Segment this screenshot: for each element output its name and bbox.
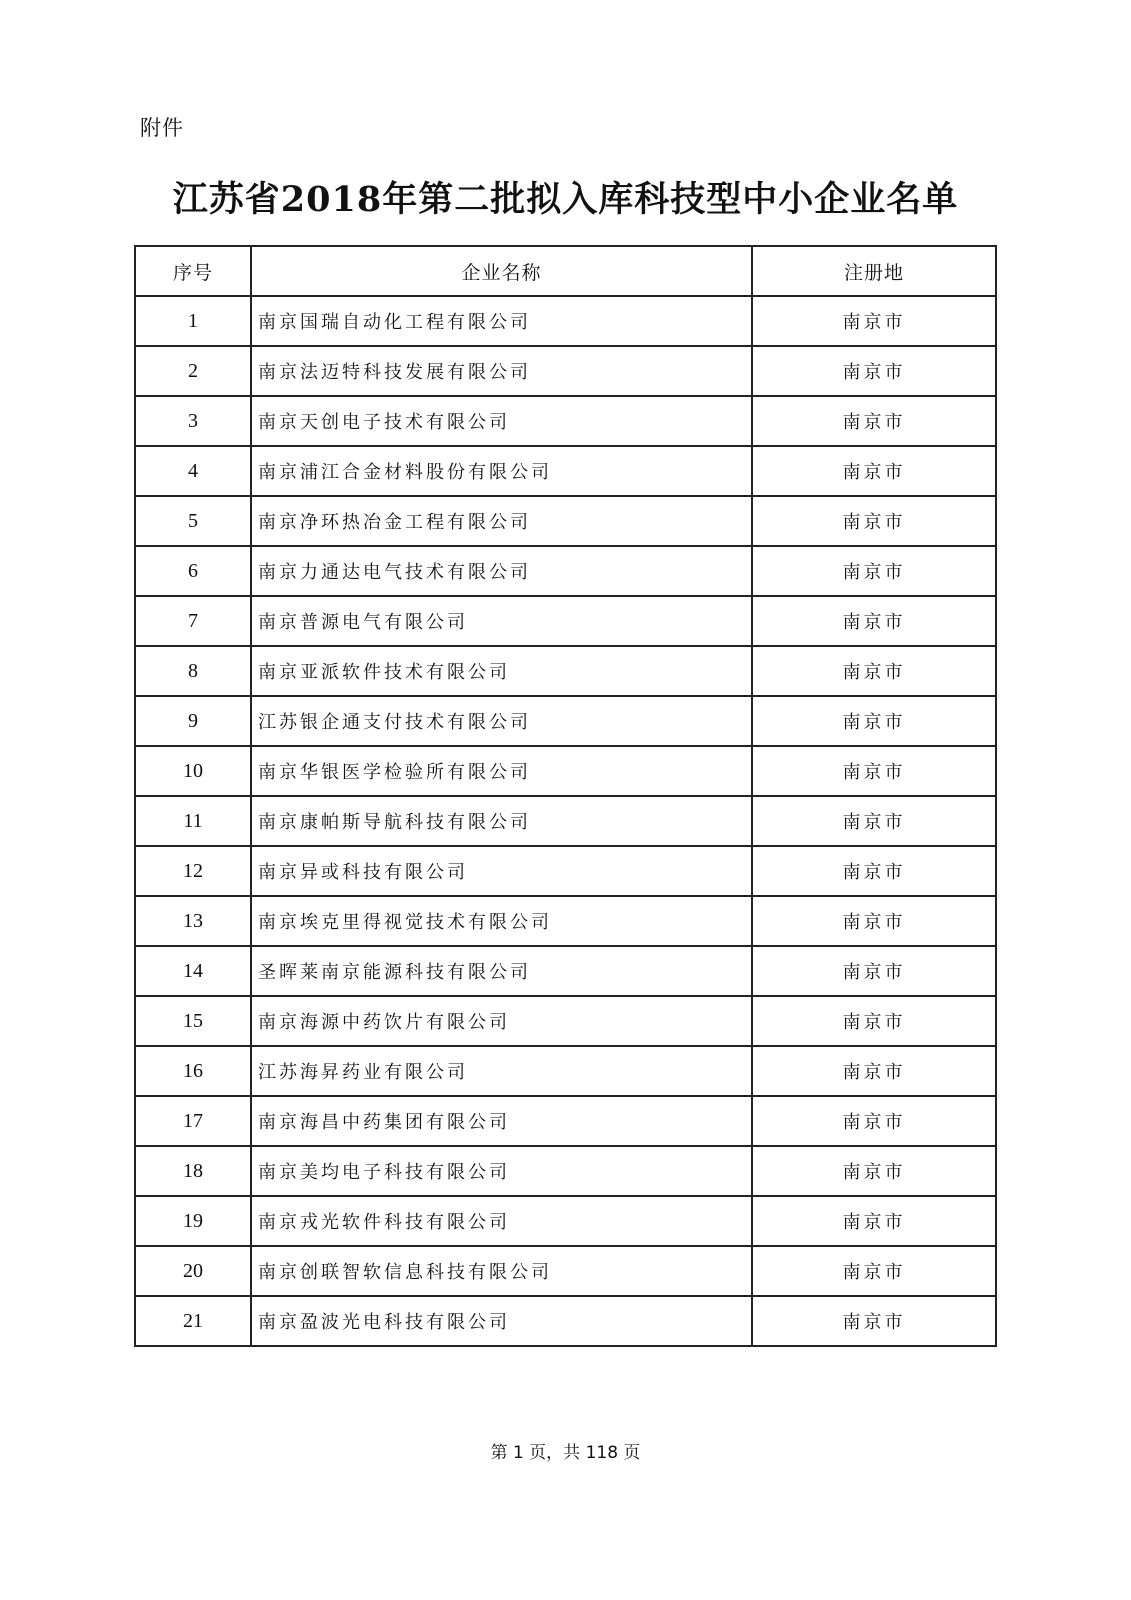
registered-place: 南京市 (752, 1146, 996, 1196)
table-row (135, 1296, 996, 1346)
table-row (135, 496, 996, 546)
registered-place: 南京市 (752, 596, 996, 646)
company-name: 南京创联智软信息科技有限公司 (251, 1246, 752, 1296)
company-name: 南京国瑞自动化工程有限公司 (251, 296, 752, 346)
company-name: 江苏海昇药业有限公司 (251, 1046, 752, 1096)
company-name: 南京法迈特科技发展有限公司 (251, 346, 752, 396)
row-index: 2 (135, 346, 251, 396)
registered-place: 南京市 (752, 646, 996, 696)
row-index: 12 (135, 846, 251, 896)
row-index: 4 (135, 446, 251, 496)
registered-place: 南京市 (752, 846, 996, 896)
table-row (135, 996, 996, 1046)
table-row (135, 296, 996, 346)
company-name: 南京天创电子技术有限公司 (251, 396, 752, 446)
header-registered-place: 注册地 (752, 246, 996, 296)
table-row (135, 1046, 996, 1096)
registered-place: 南京市 (752, 1096, 996, 1146)
company-name: 江苏银企通支付技术有限公司 (251, 696, 752, 746)
table-row (135, 746, 996, 796)
row-index: 11 (135, 796, 251, 846)
row-index: 20 (135, 1246, 251, 1296)
table-row (135, 646, 996, 696)
header-company-name: 企业名称 (251, 246, 752, 296)
registered-place: 南京市 (752, 896, 996, 946)
registered-place: 南京市 (752, 396, 996, 446)
row-index: 15 (135, 996, 251, 1046)
attachment-label: 附件 (140, 116, 184, 140)
table-row (135, 396, 996, 446)
company-name: 南京华银医学检验所有限公司 (251, 746, 752, 796)
row-index: 16 (135, 1046, 251, 1096)
company-name: 南京海源中药饮片有限公司 (251, 996, 752, 1046)
registered-place: 南京市 (752, 996, 996, 1046)
table-row (135, 896, 996, 946)
company-name: 南京力通达电气技术有限公司 (251, 546, 752, 596)
registered-place: 南京市 (752, 1246, 996, 1296)
row-index: 18 (135, 1146, 251, 1196)
row-index: 14 (135, 946, 251, 996)
company-name: 南京净环热冶金工程有限公司 (251, 496, 752, 546)
row-index: 5 (135, 496, 251, 546)
table-row (135, 546, 996, 596)
row-index: 17 (135, 1096, 251, 1146)
table-row (135, 1246, 996, 1296)
company-name: 南京普源电气有限公司 (251, 596, 752, 646)
registered-place: 南京市 (752, 1296, 996, 1346)
page-footer: 第 1 页，共 118 页 (490, 1443, 641, 1463)
row-index: 6 (135, 546, 251, 596)
registered-place: 南京市 (752, 946, 996, 996)
table-row (135, 1146, 996, 1196)
page-title: 江苏省2018年第二批拟入库科技型中小企业名单 (172, 179, 959, 220)
registered-place: 南京市 (752, 346, 996, 396)
company-name: 南京戎光软件科技有限公司 (251, 1196, 752, 1246)
row-index: 3 (135, 396, 251, 446)
row-index: 21 (135, 1296, 251, 1346)
table-row (135, 1196, 996, 1246)
company-name: 圣晖莱南京能源科技有限公司 (251, 946, 752, 996)
table-row (135, 446, 996, 496)
company-name: 南京海昌中药集团有限公司 (251, 1096, 752, 1146)
header-index: 序号 (135, 246, 251, 296)
table-row (135, 1096, 996, 1146)
row-index: 13 (135, 896, 251, 946)
registered-place: 南京市 (752, 496, 996, 546)
table-row (135, 946, 996, 996)
table-row (135, 596, 996, 646)
company-name: 南京埃克里得视觉技术有限公司 (251, 896, 752, 946)
company-name: 南京美均电子科技有限公司 (251, 1146, 752, 1196)
company-name: 南京亚派软件技术有限公司 (251, 646, 752, 696)
registered-place: 南京市 (752, 746, 996, 796)
registered-place: 南京市 (752, 296, 996, 346)
row-index: 10 (135, 746, 251, 796)
row-index: 1 (135, 296, 251, 346)
registered-place: 南京市 (752, 1046, 996, 1096)
company-name: 南京康帕斯导航科技有限公司 (251, 796, 752, 846)
company-name: 南京盈波光电科技有限公司 (251, 1296, 752, 1346)
table-row (135, 796, 996, 846)
row-index: 19 (135, 1196, 251, 1246)
registered-place: 南京市 (752, 446, 996, 496)
registered-place: 南京市 (752, 546, 996, 596)
registered-place: 南京市 (752, 796, 996, 846)
table-header-row (135, 246, 996, 296)
company-name: 南京异或科技有限公司 (251, 846, 752, 896)
row-index: 9 (135, 696, 251, 746)
table-row (135, 846, 996, 896)
registered-place: 南京市 (752, 1196, 996, 1246)
row-index: 8 (135, 646, 251, 696)
enterprise-table (134, 245, 997, 1347)
table-row (135, 346, 996, 396)
company-name: 南京浦江合金材料股份有限公司 (251, 446, 752, 496)
table-row (135, 696, 996, 746)
registered-place: 南京市 (752, 696, 996, 746)
row-index: 7 (135, 596, 251, 646)
